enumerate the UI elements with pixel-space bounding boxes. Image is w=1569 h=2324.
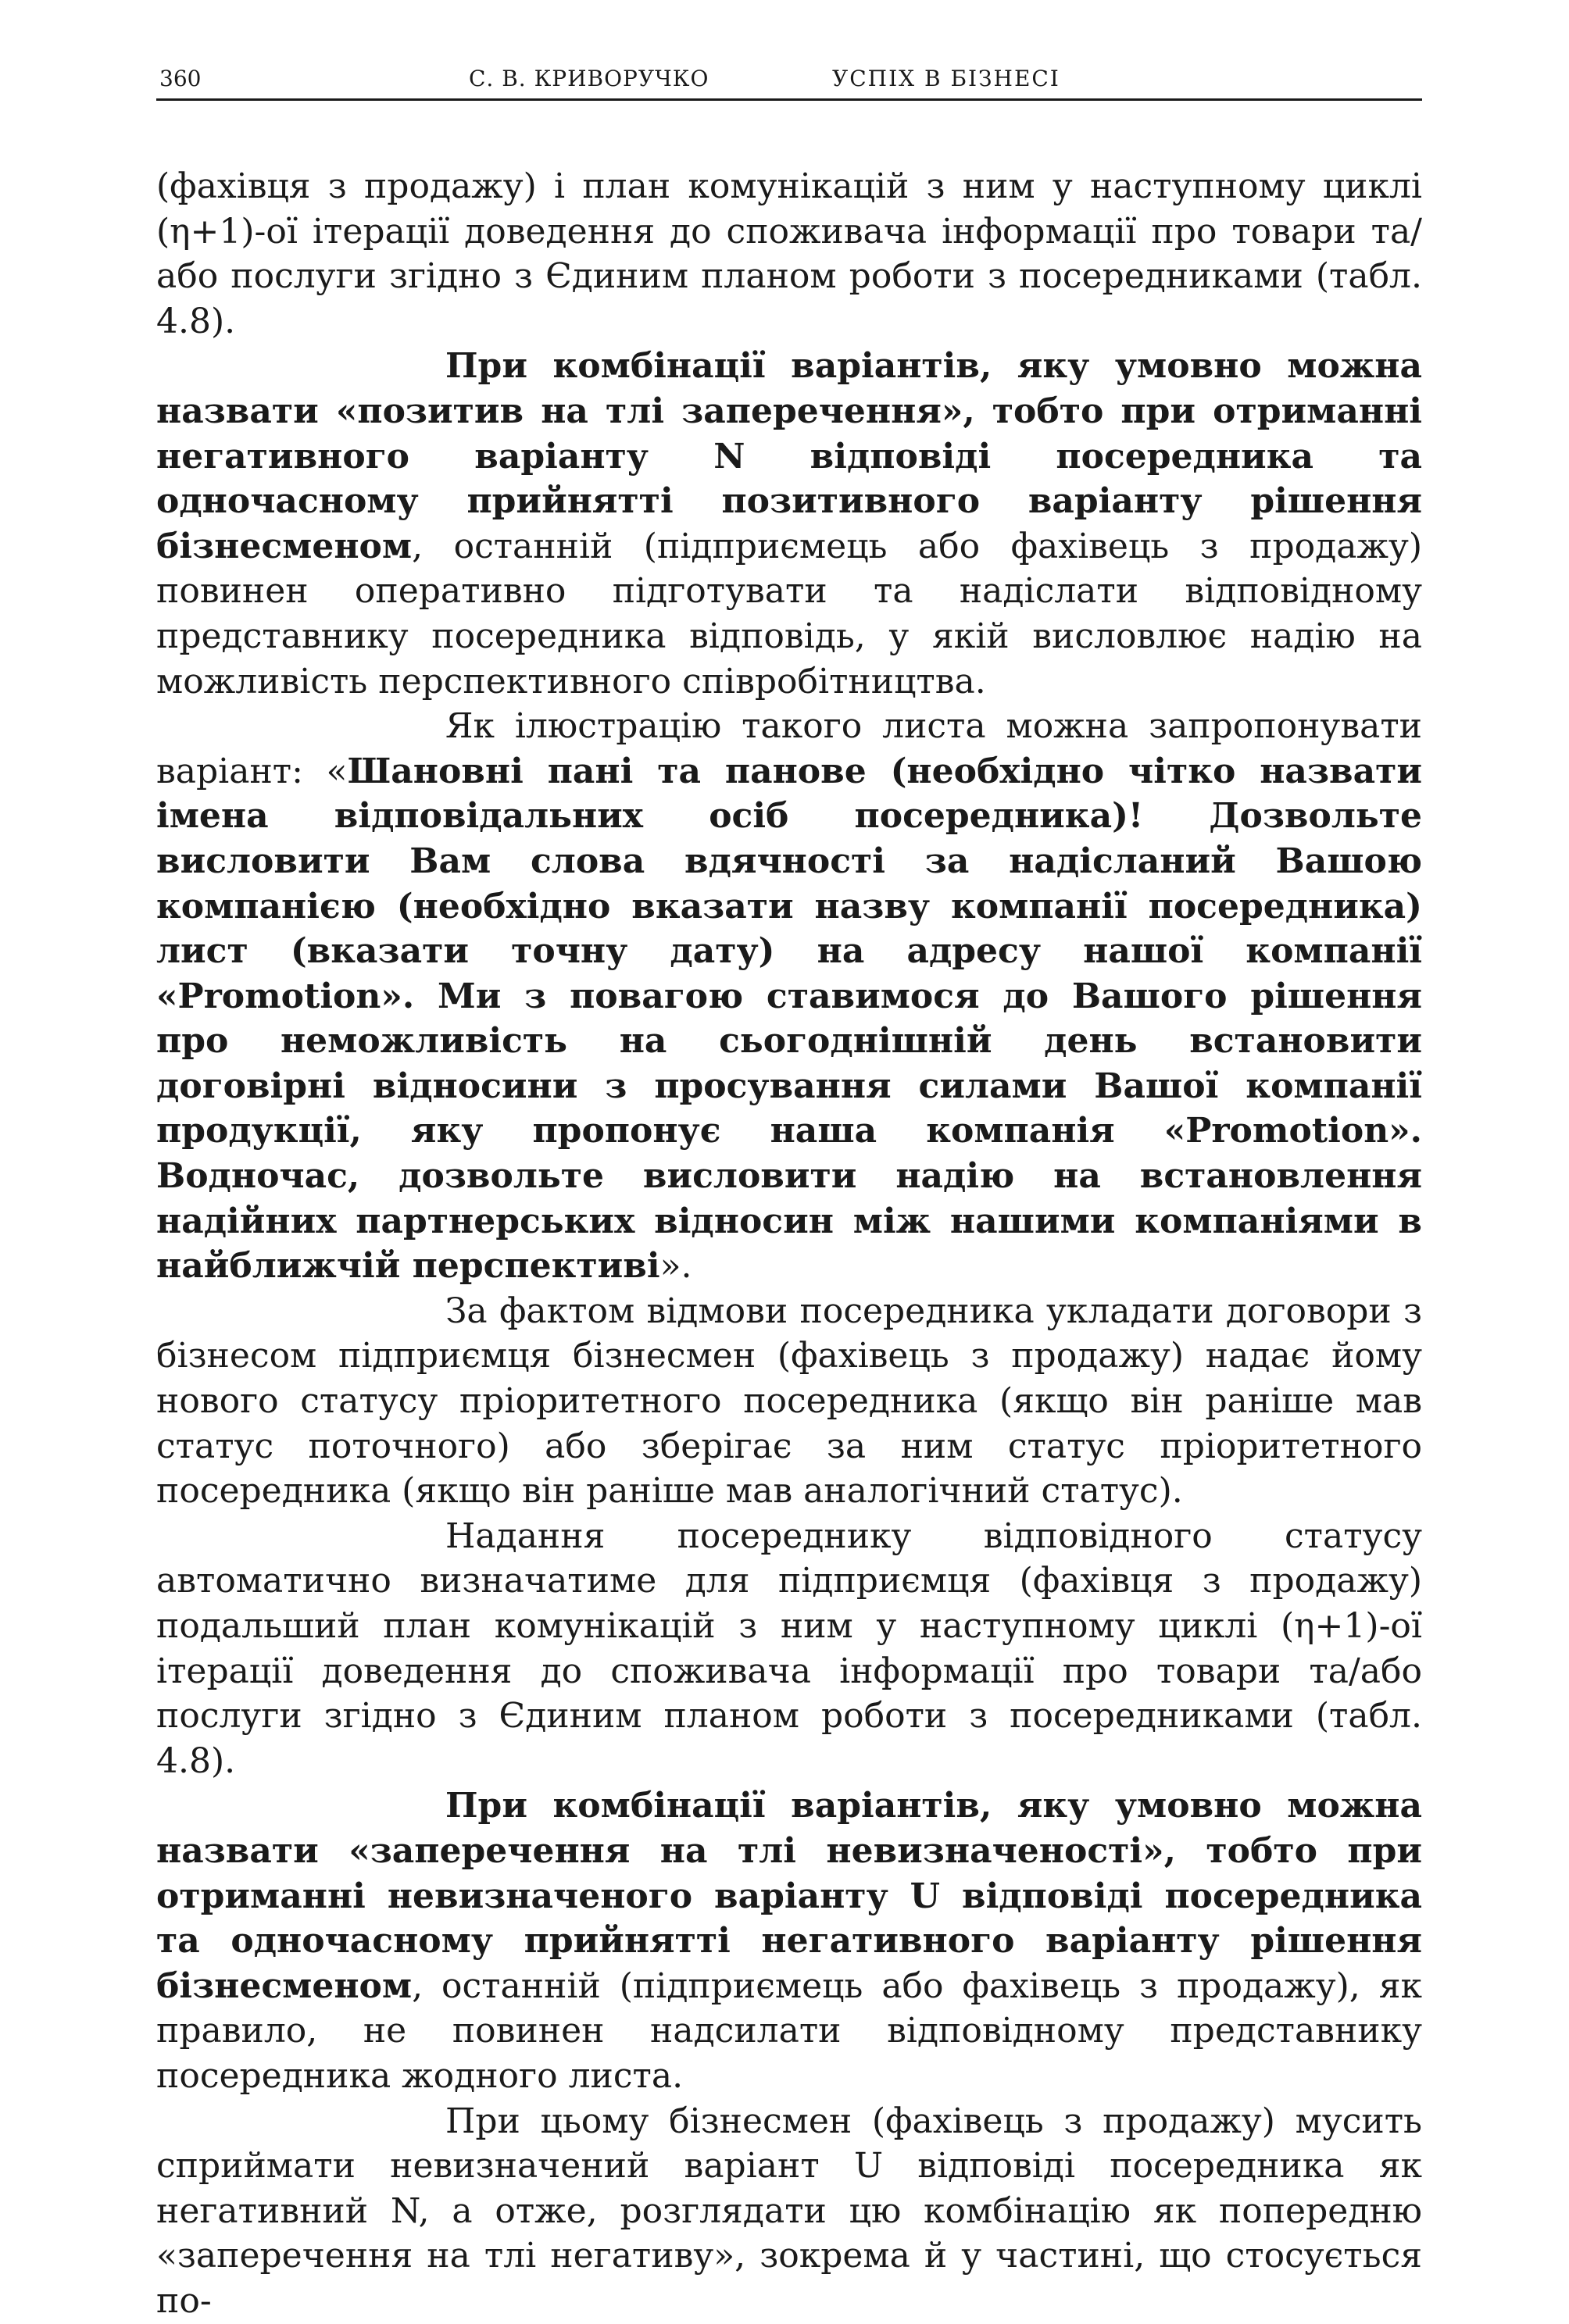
paragraph-text: ». — [659, 1246, 692, 1287]
paragraph-7 — [156, 2099, 1422, 2324]
paragraph-bold-text: При комбінації варіантів, яку умовно можна назвати «позитив на тлі заперечення», тобто при отриманні негативного варіанту N відповіді посередника та одночасному прийнятті позитивного варіанту рішення бізнесменом — [156, 346, 1422, 566]
page-number: 360 — [159, 66, 202, 91]
running-header — [156, 59, 1422, 101]
paragraph-text: При цьому бізнесмен (фахівець з продажу) мусить сприймати невизначений варіант U відповіді посередника як негативний N, а отже, розглядати цю комбінацію як попередню «заперечення на тлі негативу», зокрема й у частині, що стосується по- — [156, 2101, 1422, 2321]
body-text — [156, 164, 1422, 2324]
paragraph-2 — [156, 344, 1422, 704]
paragraph-4 — [156, 1289, 1422, 1514]
paragraph-6 — [156, 1783, 1422, 2098]
paragraph-bold-text: Шановні пані та панове (необхідно чітко назвати імена відповідальних осіб посередника)! Дозвольте висловити Вам слова вдячності за надісланий Вашою компанією (необхідно вказати назву компанії посередника) лист (вказати точну дату) на адресу нашої компанії «Promotion». Ми з повагою ставимося до Вашого рішення про неможливість на сьогоднішній день встановити договірні відносини з просування силами Вашої компанії продукції, яку пропонує наша компанія «Promotion». Водночас, дозвольте висловити надію на встановлення надійних партнерських відносин між нашими компаніями в найближчій перспективі — [156, 751, 1423, 1287]
paragraph-text: , останній (підприємець або фахівець з продажу), як правило, не повинен надсилати відповідному представнику посередника жодного листа. — [156, 1965, 1422, 2096]
paragraph-text: За фактом відмови посередника укладати договори з бізнесом підприємця бізнесмен (фахівець з продажу) надає йому нового статусу пріоритетного посередника (якщо він раніше мав статус поточного) або зберігає за ним статус пріоритетного посередника (якщо він раніше мав аналогічний статус). — [156, 1291, 1422, 1512]
paragraph-text: , останній (підприємець або фахівець з продажу) повинен оперативно підготувати та надіслати відповідному представнику посередника відповідь, у якій висловлює надію на можливість перспективного співробітництва. — [156, 526, 1422, 701]
paragraph-bold-text: При комбінації варіантів, яку умовно можна назвати «заперечення на тлі невизначеності», тобто при отриманні невизначеного варіанту U відповіді посередника та одночасному прийнятті негативного варіанту рішення бізнесменом — [156, 1786, 1422, 2006]
paragraph-5 — [156, 1514, 1422, 1784]
header-title: УСПІХ В БІЗНЕСІ — [832, 66, 1060, 91]
paragraph-text: (фахівця з продажу) і план комунікацій з ним у наступному циклі (η+1)-ої ітерації доведення до споживача інформації про товари та/або послуги згідно з Єдиним планом роботи з посередниками (табл. 4.8). — [156, 166, 1422, 341]
paragraph-text: Як ілюстрацію такого листа можна запропонувати варіант: « — [156, 706, 1422, 791]
paragraph-3 — [156, 704, 1422, 1289]
paragraph-text: Надання посереднику відповідного статусу автоматично визначатиме для підприємця (фахівця з продажу) подальший план комунікацій з ним у наступному циклі (η+1)-ої ітерації доведення до споживача інформації про товари та/або послуги згідно з Єдиним планом роботи з посередниками (табл. 4.8). — [156, 1515, 1422, 1781]
header-author: С. В. КРИВОРУЧКО — [469, 66, 709, 91]
paragraph-1 — [156, 164, 1422, 344]
